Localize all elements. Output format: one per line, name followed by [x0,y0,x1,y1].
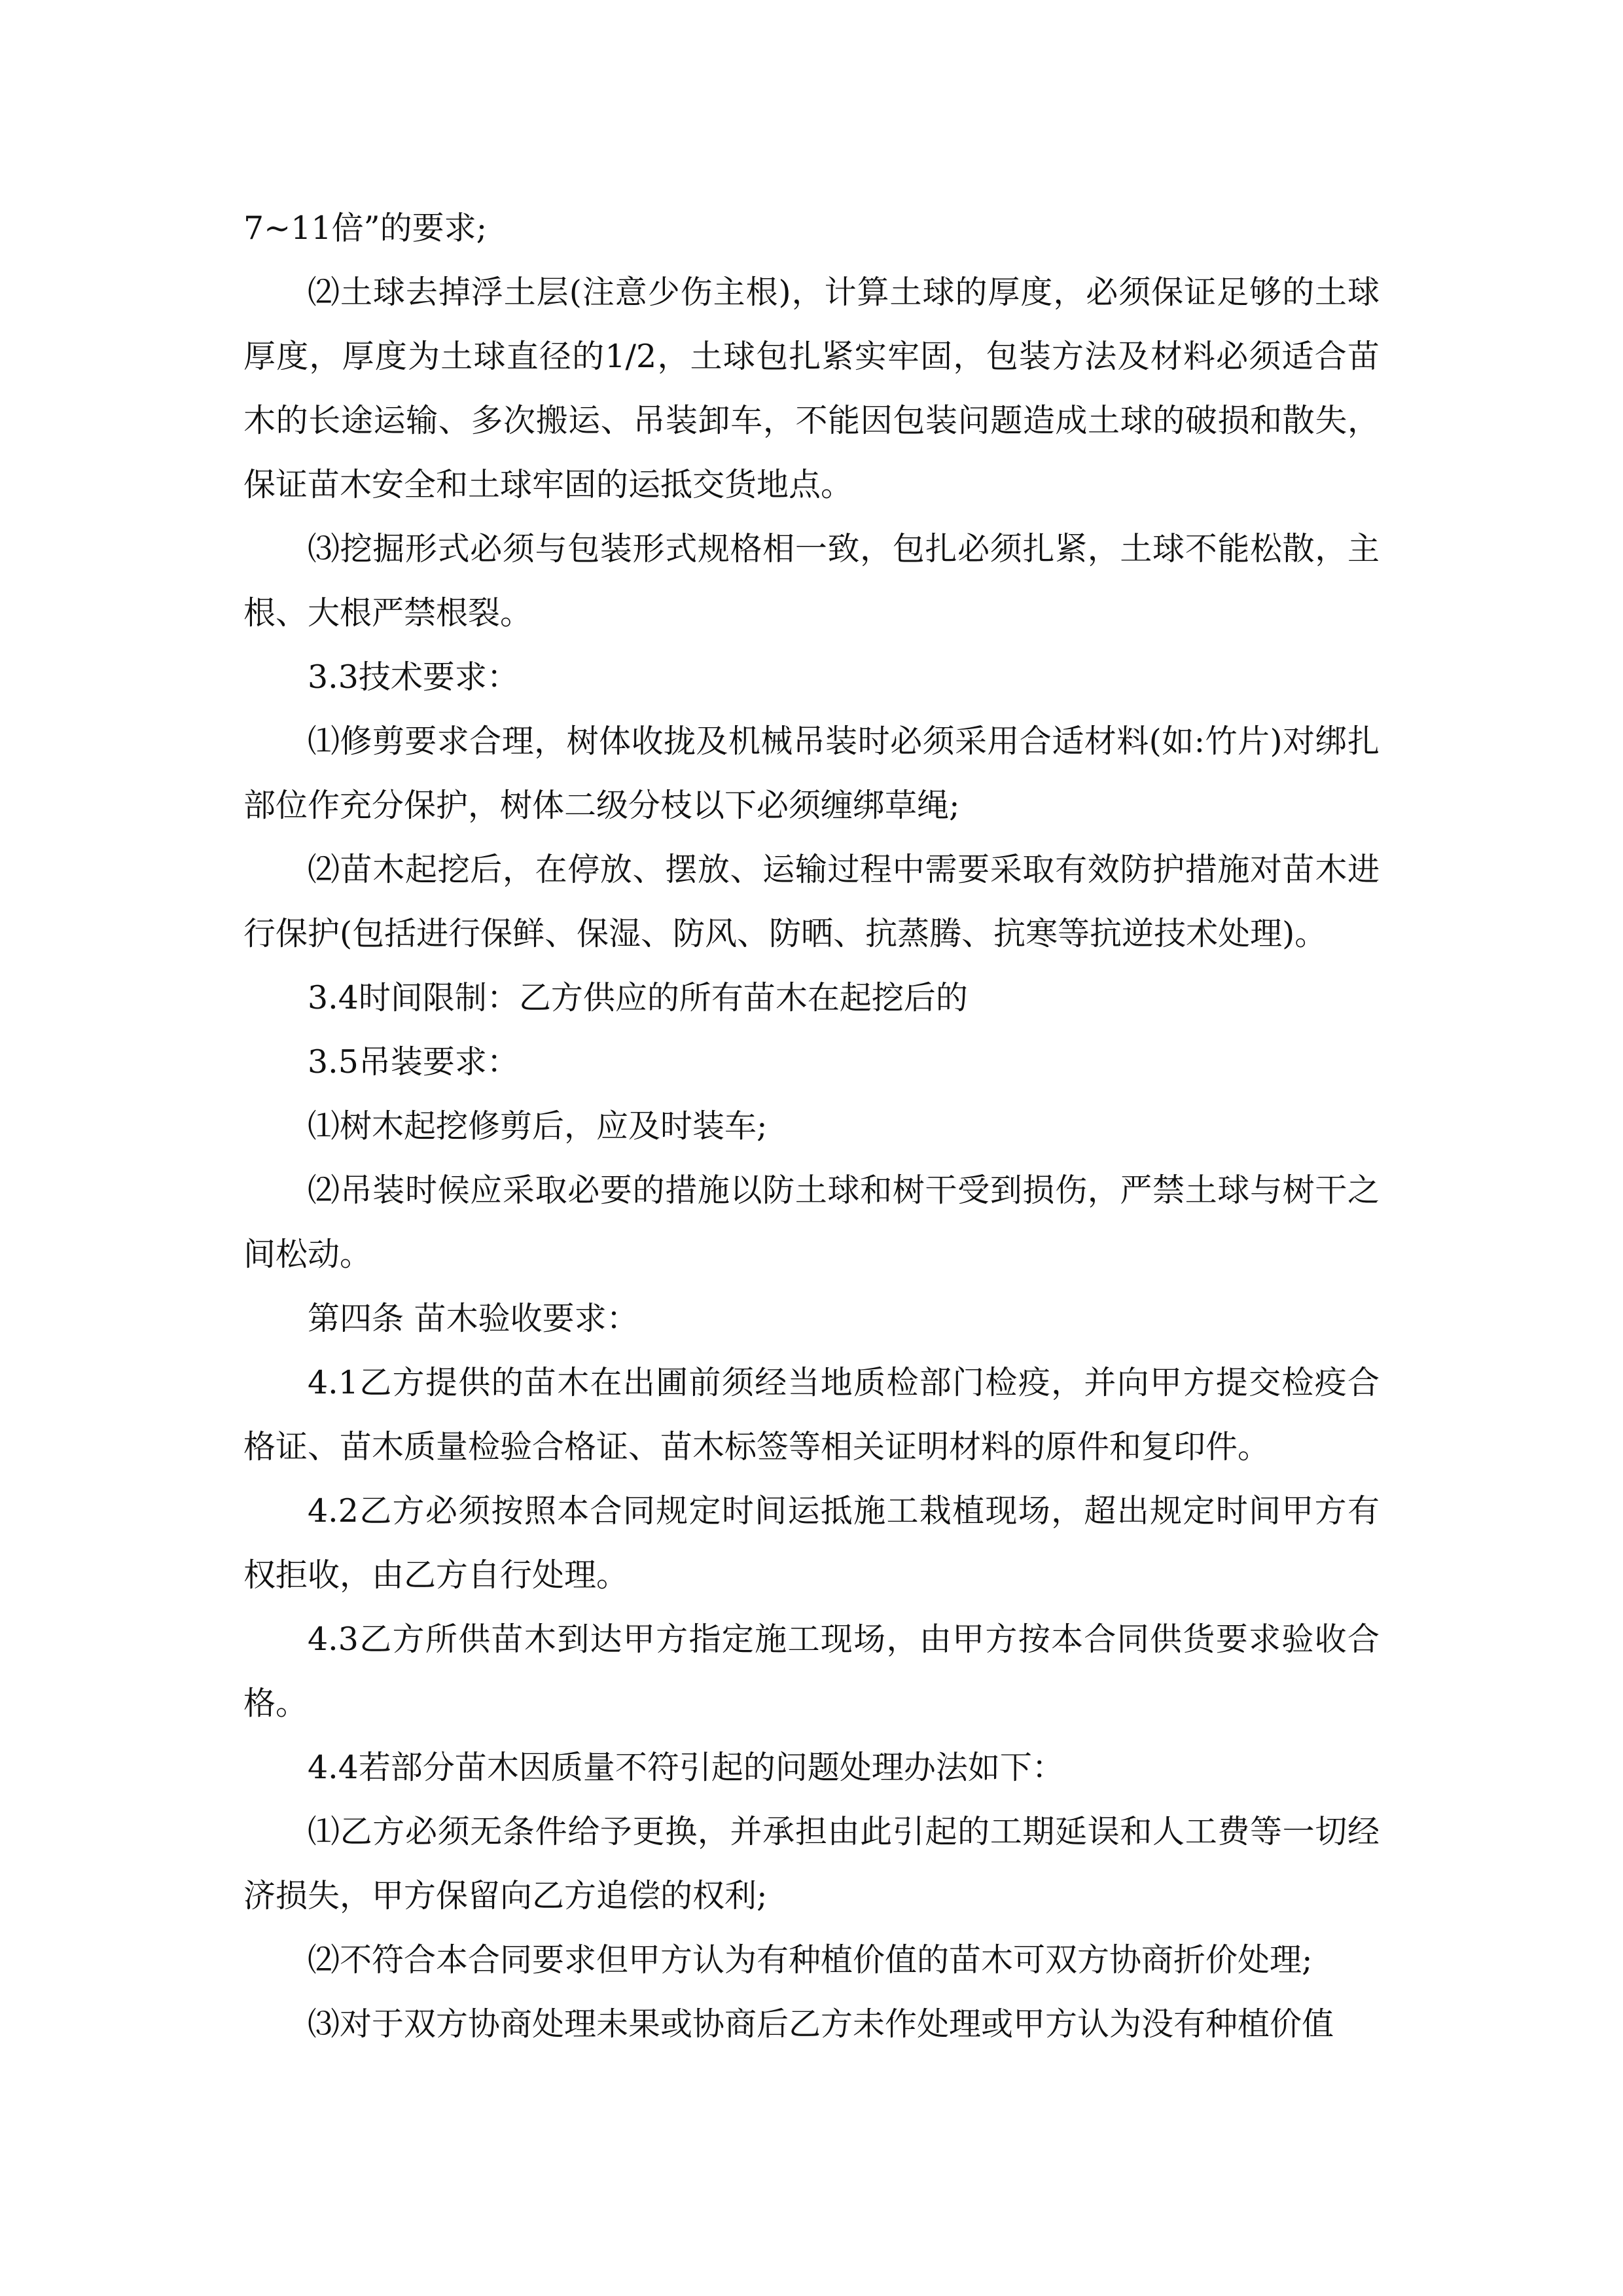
paragraph-item: 4.1乙方提供的苗木在出圃前须经当地质检部门检疫，并向甲方提交检疫合格证、苗木质量检验合格证、苗木标签等相关证明材料的原件和复印件。 [243,1364,1380,1465]
article-heading: 第四条 苗木验收要求： [308,1300,639,1337]
paragraph-item: 4.2乙方必须按照本合同规定时间运抵施工栽植现场，超出规定时间甲方有权拒收，由乙方自行处理。 [243,1492,1380,1594]
paragraph-item: ⑵苗木起挖后，在停放、摆放、运输过程中需要采取有效防护措施对苗木进行保护(包括进行保鲜、保湿、防风、防晒、抗蒸腾、抗寒等抗逆技术处理)。 [243,851,1380,952]
paragraph-item: ⑵土球去掉浮土层(注意少伤主根)，计算土球的厚度，必须保证足够的土球厚度，厚度为土球直径的1/2，土球包扎紧实牢固，包装方法及材料必须适合苗木的长途运输、多次搬运、吊装卸车，不能因包装问题造成土球的破损和散失，保证苗木安全和土球牢固的运抵交货地点。 [243,274,1380,503]
section-heading: 3.5吊装要求： [308,1043,519,1081]
paragraph-item: ⑴修剪要求合理，树体收拢及机械吊装时必须采用合适材料(如:竹片)对绑扎部位作充分保护，树体二级分枝以下必须缠绑草绳; [243,723,1380,824]
paragraph-item: ⑴乙方必须无条件给予更换，并承担由此引起的工期延误和人工费等一切经济损失，甲方保留向乙方追偿的权利; [243,1813,1380,1914]
paragraph-item: ⑶对于双方协商处理未果或协商后乙方未作处理或甲方认为没有种植价值 [308,2005,1334,2043]
paragraph-item: ⑴树木起挖修剪后，应及时装车; [308,1107,768,1145]
paragraph-item: ⑶挖掘形式必须与包装形式规格相一致，包扎必须扎紧，土球不能松散，主根、大根严禁根裂。 [243,530,1380,632]
paragraph-item: 4.3乙方所供苗木到达甲方指定施工现场，由甲方按本合同供货要求验收合格。 [243,1621,1380,1722]
section-heading: 3.3技术要求： [308,658,519,696]
section-heading: 3.4时间限制：乙方供应的所有苗木在起挖后的 [308,979,968,1016]
paragraph-item: ⑵不符合本合同要求但甲方认为有种植价值的苗木可双方协商折价处理; [308,1941,1313,1979]
paragraph-item: ⑵吊装时候应采取必要的措施以防土球和树干受到损伤，严禁土球与树干之间松动。 [243,1172,1380,1273]
document-page [243,196,1380,2056]
paragraph-item: 4.4若部分苗木因质量不符引起的问题处理办法如下： [308,1749,1064,1786]
paragraph-continuation: 7~11倍”的要求; [243,209,488,247]
